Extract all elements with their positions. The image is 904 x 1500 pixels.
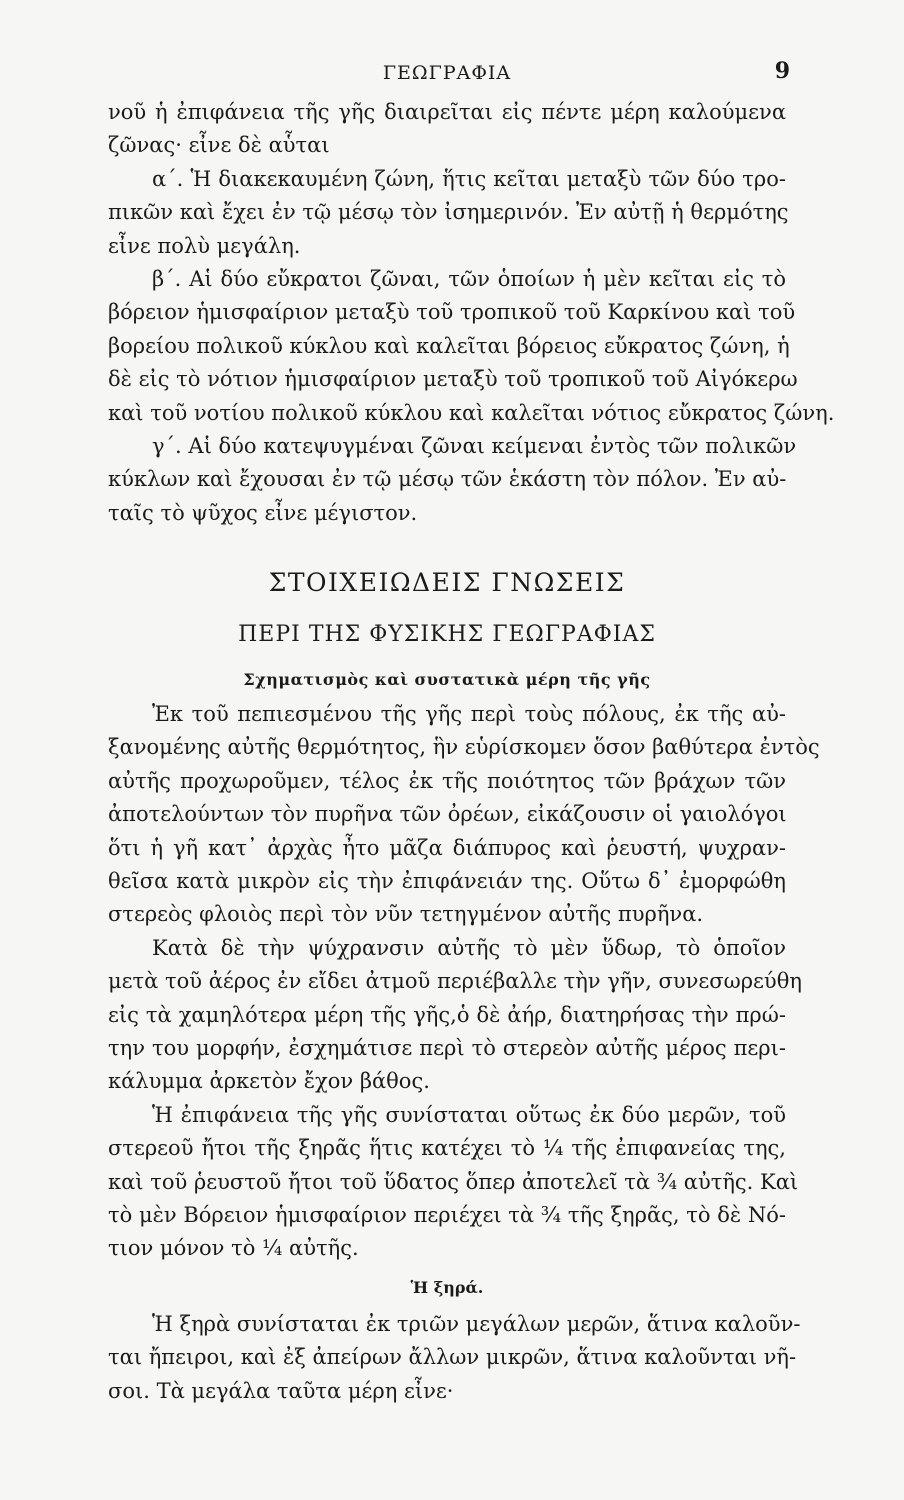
text-line: κάλυμμα ἀρκετὸν ἔχον βάθος. [108, 1069, 430, 1094]
intro-paragraph [108, 96, 786, 163]
zone-b-paragraph [108, 263, 835, 430]
text-line: βορείου πολικοῦ κύκλου καὶ καλεῖται βόρειος εὔκρατος ζώνη, ἡ [108, 333, 790, 358]
text-line: Ἡ ξηρὰ συνίσταται ἐκ τριῶν μεγάλων μερῶν, ἅτινα καλοῦν- [152, 1311, 801, 1336]
text-line: ται ἤπειροι, καὶ ἐξ ἀπείρων ἄλλων μικρῶν, ἅτινα καλοῦνται νῆ- [108, 1345, 797, 1370]
section-heading: Ἡ ξηρά. [410, 1277, 484, 1297]
text-line: πικῶν καὶ ἔχει ἐν τῷ μέσῳ τὸν ἰσημερινόν. Ἐν αὐτῇ ἡ θερμότης [108, 200, 789, 225]
text-line: εἰς τὰ χαμηλότερα μέρη τῆς γῆς,ὁ δὲ ἀήρ, διατηρήσας τὴν πρώ- [108, 1002, 786, 1027]
running-head [108, 52, 790, 96]
main-heading: ΣΤΟΙΧΕΙΩΔΕΙΣ ΓΝΩΣΕΙΣ [268, 568, 626, 598]
running-title: ΓΕΩΓΡΑΦΙΑ [382, 62, 512, 84]
text-line: τιον μόνον τὸ ¼ αὐτῆς. [108, 1236, 359, 1261]
text-line: α΄. Ἡ διακεκαυμένη ζώνη, ἥτις κεῖται μεταξὺ τῶν δύο τρο- [152, 166, 786, 191]
text-line: βόρειον ἡμισφαίριον μεταξὺ τοῦ τροπικοῦ τοῦ Καρκίνου καὶ τοῦ [108, 300, 796, 325]
paragraph-formation [108, 698, 820, 932]
text-line: Ἐκ τοῦ πεπιεσμένου τῆς γῆς περὶ τοὺς πόλους, ἐκ τῆς αὐ- [152, 702, 786, 727]
text-line: γ΄. Αἱ δύο κατεψυγμέναι ζῶναι κείμεναι ἐντὸς τῶν πολικῶν [152, 433, 797, 458]
text-line: Κατὰ δὲ τὴν ψύχρανσιν αὐτῆς τὸ μὲν ὕδωρ, τὸ ὁποῖον [152, 935, 786, 960]
text-line: τὸ μὲν Βόρειον ἡμισφαίριον περιέχει τὰ ¾ τῆς ξηρᾶς, τὸ δὲ Νό- [108, 1202, 786, 1227]
text-line: καὶ τοῦ νοτίου πολικοῦ κύκλου καὶ καλεῖται νότιος εὔκρατος ζώνη. [108, 400, 835, 425]
text-line: Ἡ ἐπιφάνεια τῆς γῆς συνίσταται οὕτως ἐκ δύο μερῶν, τοῦ [152, 1102, 786, 1127]
text-line: κύκλων καὶ ἔχουσαι ἐν τῷ μέσῳ τῶν ἑκάστη τὸν πόλον. Ἐν αὐ- [108, 467, 787, 492]
text-line: σοι. Τὰ μεγάλα ταῦτα μέρη εἶνε· [108, 1378, 454, 1403]
paragraph-cooling [108, 932, 802, 1099]
topic-heading: Σχηματισμὸς καὶ συστατικὰ μέρη τῆς γῆς [243, 670, 651, 690]
text-line: στερεὸς φλοιὸς περὶ τὸν νῦν τετηγμένον αὐτῆς πυρῆνα. [108, 902, 704, 927]
sub-heading: ΠΕΡΙ ΤΗΣ ΦΥΣΙΚΗΣ ΓΕΩΓΡΑΦΙΑΣ [238, 622, 656, 648]
text-line: εἶνε πολὺ μεγάλη. [108, 233, 301, 258]
text-line: ταῖς τὸ ψῦχος εἶνε μέγιστον. [108, 500, 418, 525]
paragraph-surface [108, 1099, 799, 1266]
paragraph-land [108, 1308, 801, 1408]
zone-a-paragraph [108, 163, 789, 263]
text-line: δὲ εἰς τὸ νότιον ἡμισφαίριον μεταξὺ τοῦ τροπικοῦ τοῦ Αἰγόκερω [108, 367, 798, 392]
text-line: ζῶνας· εἶνε δὲ αὗται [108, 133, 330, 158]
text-line: μετὰ τοῦ ἀέρος ἐν εἴδει ἀτμοῦ περιέβαλλε τὴν γῆν, συνεσωρεύθη [108, 969, 802, 994]
text-line: ξανομένης αὐτῆς θερμότητος, ἣν εὑρίσκομεν ὅσον βαθύτερα ἐντὸς [108, 735, 820, 760]
text-line: θεῖσα κατὰ μικρὸν εἰς τὴν ἐπιφάνειάν της. Οὕτω δ᾽ ἐμορφώθη [108, 869, 786, 894]
page-number: 9 [774, 58, 790, 84]
text-line: αὐτῆς προχωροῦμεν, τέλος ἐκ τῆς ποιότητος τῶν βράχων τῶν [108, 768, 786, 793]
zone-c-paragraph [108, 430, 797, 530]
text-line: β΄. Αἱ δύο εὔκρατοι ζῶναι, τῶν ὁποίων ἡ μὲν κεῖται εἰς τὸ [152, 266, 786, 291]
text-line: καὶ τοῦ ῥευστοῦ ἤτοι τοῦ ὕδατος ὅπερ ἀποτελεῖ τὰ ¾ αὐτῆς. Καὶ [108, 1169, 799, 1194]
text-line: την του μορφήν, ἐσχημάτισε περὶ τὸ στερεὸν αὐτῆς μέρος περι- [108, 1035, 786, 1060]
text-line: στερεοῦ ἤτοι τῆς ξηρᾶς ἥτις κατέχει τὸ ¼ τῆς ἐπιφανείας της, [108, 1136, 786, 1161]
text-line: ὅτι ἡ γῆ κατ᾽ ἀρχὰς ἦτο μᾶζα διάπυρος καὶ ῥευστή, ψυχραν- [108, 835, 786, 860]
text-line: ἀποτελούντων τὸν πυρῆνα τῶν ὀρέων, εἰκάζουσιν οἱ γαιολόγοι [108, 802, 787, 827]
text-line: νοῦ ἡ ἐπιφάνεια τῆς γῆς διαιρεῖται εἰς πέντε μέρη καλούμενα [108, 100, 786, 124]
